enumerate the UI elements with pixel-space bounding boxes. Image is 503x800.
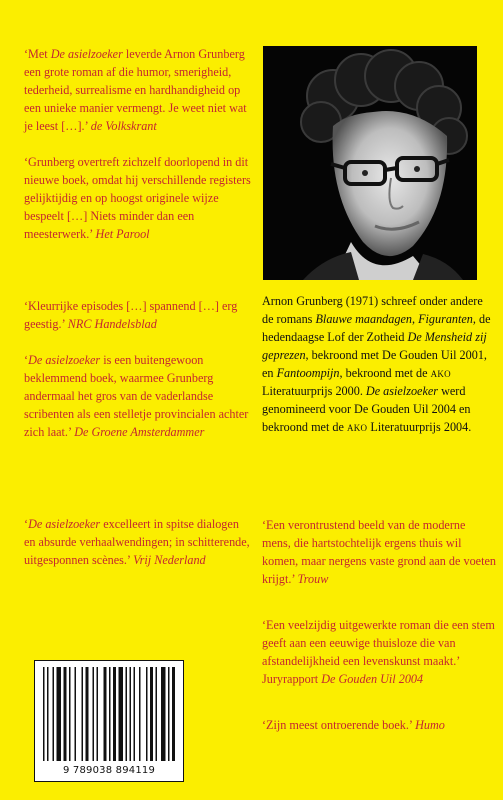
text-segment: ‘ (24, 353, 29, 367)
barcode-bar (69, 667, 71, 761)
barcode-bar (119, 667, 124, 761)
barcode-bar (86, 667, 89, 761)
text-segment: Literatuurprijs 2000. (262, 384, 366, 398)
source-title: Fantoompijn (276, 366, 340, 380)
barcode-bar (43, 667, 45, 761)
author-bio (262, 292, 496, 436)
author-portrait-image (263, 46, 477, 280)
source-title: De asielzoeker (365, 384, 439, 398)
source-title: Figuranten (418, 312, 473, 326)
barcode-bar (139, 667, 141, 761)
text-segment: , bekroond met De Gouden Uil 2001, en (262, 348, 487, 380)
text-segment: , de hedendaagse Lof der Zotheid (262, 312, 491, 344)
text-segment: ‘Kleurrijke episodes […] spannend […] erg geestig.’ (24, 299, 238, 331)
barcode-bar (161, 667, 166, 761)
barcode-bar (53, 667, 55, 761)
source-title: Blauwe maandagen (315, 312, 412, 326)
text-segment: ‘Zijn meest ontroerende boek.’ (262, 718, 416, 732)
source-title: Het Parool (95, 227, 150, 241)
text-segment: ‘Een verontrustend beeld van de moderne mens, die hartstochtelijk ergens thuis wil komen, maar nergens vaste grond aan de voeten krijgt.’ (262, 518, 496, 586)
barcode-bar (64, 667, 67, 761)
review-quote-volkskrant (24, 45, 252, 135)
text-segment: ‘Een veelzijdig uitgewerkte roman die een stem geeft aan een eeuwige thuisloze die van afstandelijkheid een levenskunst maakt.’ Juryrapport (262, 618, 495, 686)
source-title: De Groene Amsterdammer (74, 425, 205, 439)
source-title: De asielzoeker (28, 517, 101, 531)
text-segment: leverde Arnon Grunberg een grote roman af die humor, smerigheid, tederheid, surrealisme en hardhandigheid op een unieke manier vermengt. Je weet niet wat je leest […].’ (24, 47, 247, 133)
barcode-bar (146, 667, 148, 761)
source-title: De asielzoeker (28, 353, 101, 367)
text-segment: , (411, 312, 419, 326)
barcode-bar (47, 667, 49, 761)
review-quote-groene (24, 351, 256, 441)
text-segment: , bekroond met de (339, 366, 431, 380)
review-quote-vn (24, 515, 252, 569)
review-quote-parool (24, 153, 254, 243)
source-title: De Mensheid zij geprezen (262, 330, 487, 362)
barcode-bar (113, 667, 116, 761)
text-segment: Literatuurprijs 2004. (367, 420, 472, 434)
text-segment: excelleert in spitse dialogen en absurde verhaalwendingen; in schitterende, uitgesponnen scènes.’ (24, 517, 250, 567)
review-quote-trouw (262, 516, 496, 588)
text-segment: ‘Met (24, 47, 51, 61)
source-title: Vrij Nederland (133, 553, 206, 567)
isbn-number: 9 789038 894119 (62, 765, 156, 776)
barcode-bar (168, 667, 170, 761)
review-quote-jury (262, 616, 496, 688)
text-segment: ako (346, 420, 368, 434)
source-title: de Volkskrant (90, 119, 157, 133)
barcode-bar (172, 667, 175, 761)
barcode-bar (82, 667, 84, 761)
barcode-bar (126, 667, 128, 761)
source-title: Trouw (297, 572, 329, 586)
barcode-bar (57, 667, 62, 761)
source-title: De Gouden Uil 2004 (321, 672, 424, 686)
source-title: De asielzoeker (50, 47, 123, 61)
barcode-bar (109, 667, 111, 761)
barcode-bars (35, 661, 183, 765)
text-segment: is een buitengewoon beklemmend boek, waarmee Grunberg andermaal het gros van de vaderlandse scribenten als een stelletje provincialen achter zich laat.’ (24, 353, 249, 439)
barcode-bar (156, 667, 158, 761)
barcode-bar (130, 667, 132, 761)
source-title: NRC Handelsblad (67, 317, 157, 331)
isbn-barcode (34, 660, 184, 782)
text-segment: ‘Grunberg overtreft zichzelf doorlopend in dit nieuwe boek, omdat hij verschillende registers gelijktijdig en op hoogst originele wijze bespeelt […] Niets minder dan een meesterwerk.’ (24, 155, 251, 241)
text-segment: ‘ (24, 517, 29, 531)
text-segment: werd genomineerd voor De Gouden Uil 2004 en bekroond met de (262, 384, 471, 434)
barcode-bar (150, 667, 153, 761)
text-segment: Arnon Grunberg (1971) schreef onder andere de romans (262, 294, 483, 326)
text-segment: ako (430, 366, 451, 380)
review-quote-nrc (24, 297, 252, 333)
review-quote-humo (262, 716, 496, 734)
barcode-bar (134, 667, 136, 761)
barcode-bar (97, 667, 99, 761)
barcode-bar (104, 667, 107, 761)
barcode-bar (93, 667, 95, 761)
author-photo (263, 46, 477, 280)
source-title: Humo (415, 718, 445, 732)
barcode-bar (75, 667, 77, 761)
